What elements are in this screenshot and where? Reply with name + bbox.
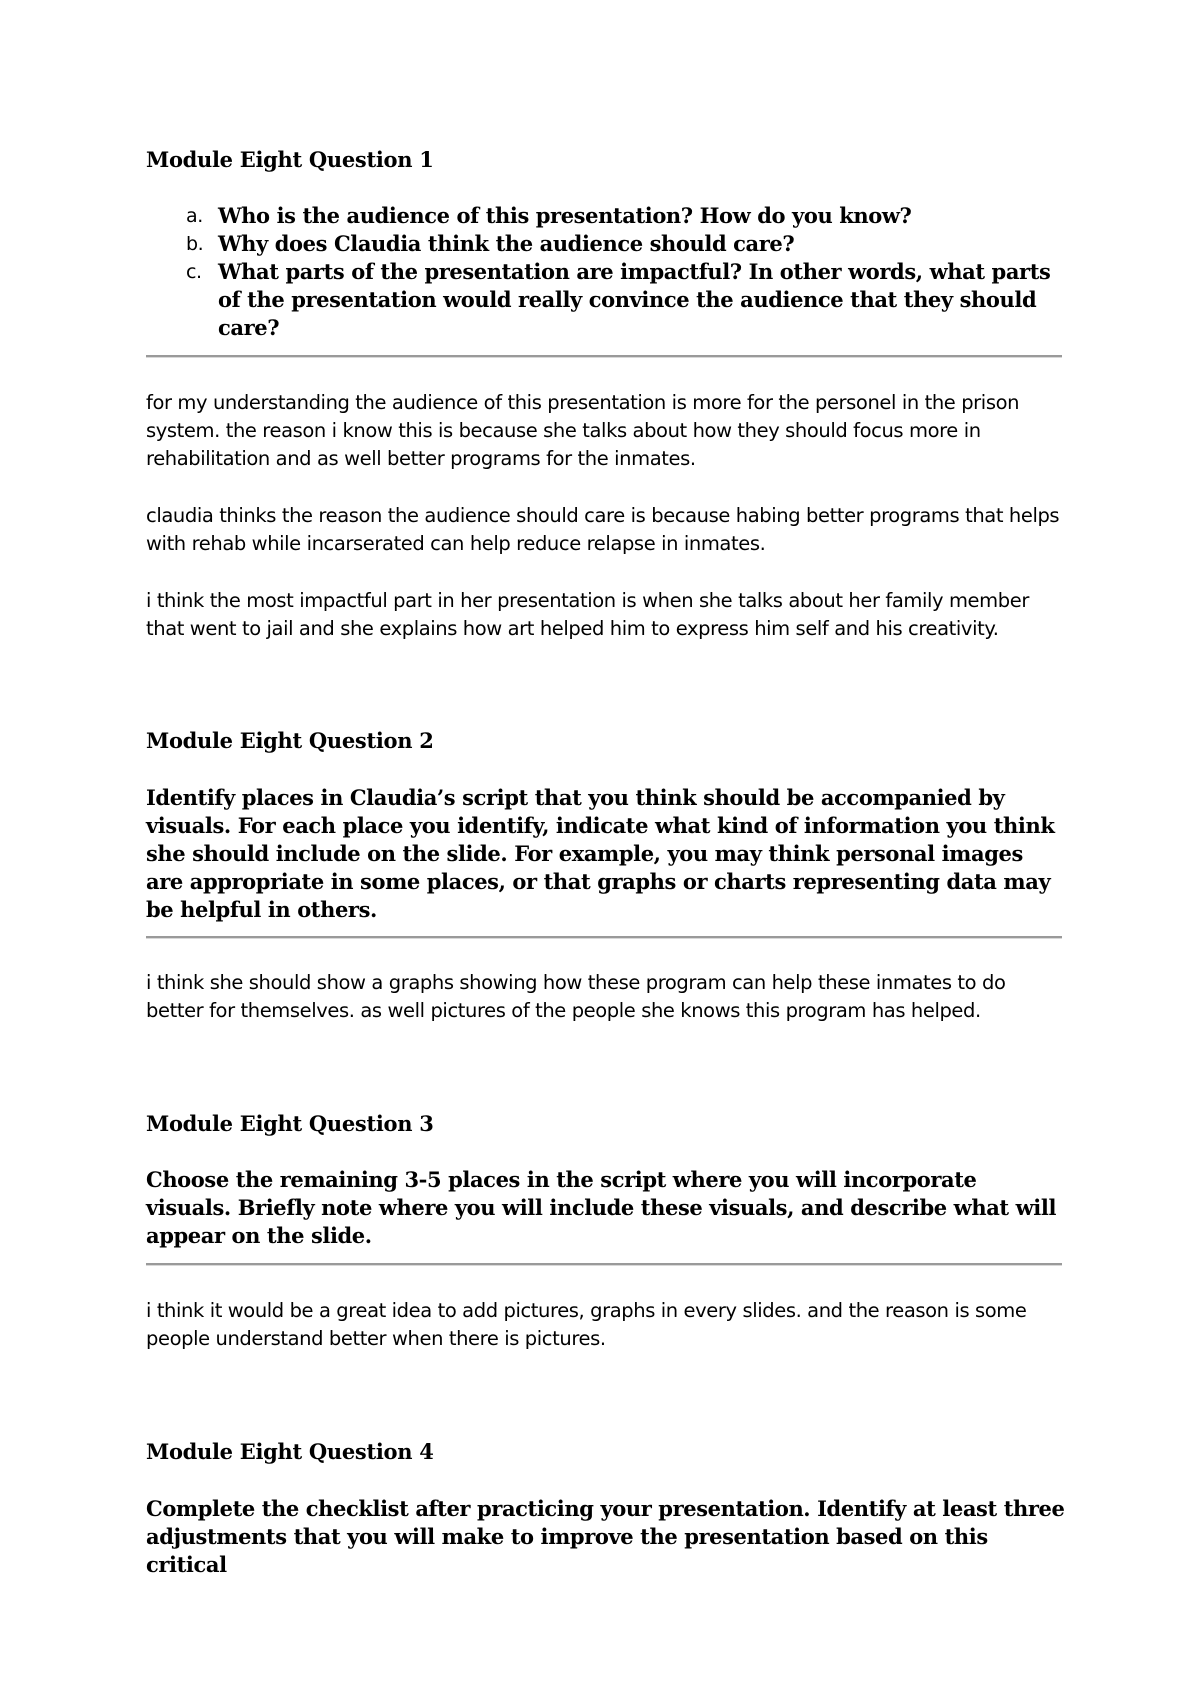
q1-item-text: Who is the audience of this presentation? How do you know? [218,203,912,228]
q1-answer-3-wrap [146,587,1066,643]
q1-answer-1: for my understanding the audience of this presentation is more for the personel in the prison system. the reason i know this is because she talks about how they should focus more in rehabilitation and as well better programs for the inmates. [146,391,1020,470]
q2-prompt: Identify places in Claudia’s script that you think should be accompanied by visuals. For each place you identify, indicate what kind of information you think she should include on the slide. For example, you may think personal images are appropriate in some places, or that graphs or charts representing data may be helpful in others. [146,785,1055,922]
q4-heading: Module Eight Question 4 [146,1439,434,1464]
q1-heading: Module Eight Question 1 [146,147,434,172]
q1-item-a [146,202,1066,230]
q1-question-list [146,202,1066,342]
q3-answer: i think it would be a great idea to add pictures, graphs in every slides. and the reason is some people understand better when there is pictures. [146,1299,1027,1350]
q3-heading: Module Eight Question 3 [146,1111,434,1136]
list-marker: b. [186,233,204,255]
list-marker: c. [186,261,202,283]
q3-prompt: Choose the remaining 3-5 places in the script where you will incorporate visuals. Briefly note where you will include these visuals, and describe what will appear on the slide. [146,1167,1057,1248]
q1-answer-2-wrap [146,502,1066,558]
q2-divider [146,936,1062,939]
q2-answer: i think she should show a graphs showing how these program can help these inmates to do better for themselves. as well pictures of the people she knows this program has helped. [146,971,1006,1022]
q2-prompt-wrap [146,784,1066,924]
q4-heading-wrap [146,1438,1066,1466]
q2-answer-wrap [146,969,1066,1025]
q3-divider [146,1263,1062,1266]
q3-heading-wrap [146,1110,1066,1138]
q3-prompt-wrap [146,1166,1066,1250]
q1-question-list-wrap [146,202,1066,342]
q1-item-text: Why does Claudia think the audience should care? [218,231,795,256]
q1-item-c [146,258,1066,342]
q1-answer-2: claudia thinks the reason the audience should care is because habing better programs that helps with rehab while incarserated can help reduce relapse in inmates. [146,504,1060,555]
q1-section [146,146,1066,174]
q2-heading: Module Eight Question 2 [146,728,434,753]
q1-item-text: What parts of the presentation are impactful? In other words, what parts of the presentation would really convince the audience that they should care? [218,259,1051,340]
q4-prompt: Complete the checklist after practicing your presentation. Identify at least three adjustments that you will make to improve the presentation based on this critical [146,1496,1065,1577]
q2-heading-wrap [146,727,1066,755]
q4-prompt-wrap [146,1495,1066,1579]
q1-answer-1-wrap [146,389,1066,473]
q1-divider [146,355,1062,358]
list-marker: a. [186,205,203,227]
q1-item-b [146,230,1066,258]
q1-answer-3: i think the most impactful part in her presentation is when she talks about her family member that went to jail and she explains how art helped him to express him self and his creativity. [146,589,1029,640]
q3-answer-wrap [146,1297,1066,1353]
